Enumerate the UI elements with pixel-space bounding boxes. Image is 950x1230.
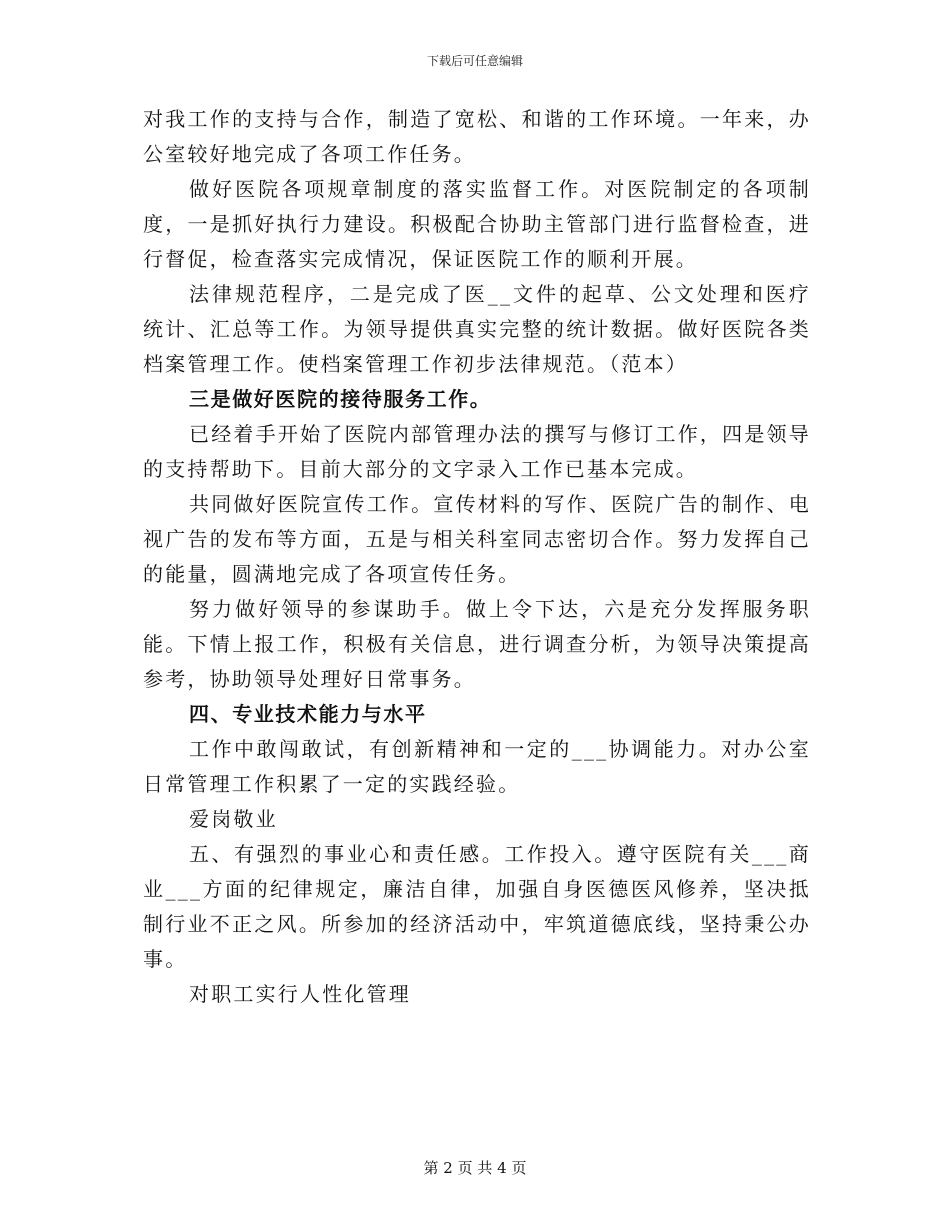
document-body bbox=[143, 102, 811, 1012]
page-footer: 第 2 页 共 4 页 bbox=[423, 1159, 527, 1177]
section-heading-skills: 四、专业技术能力与水平 bbox=[189, 702, 427, 726]
paragraph-7: 努力做好领导的参谋助手。做上令下达，六是充分发挥服务职能。下情上报工作，积极有关信息，进行调查分析，为领导决策提高参考，协助领导处理好日常事务。 bbox=[143, 597, 811, 691]
paragraph-10: 爱岗敬业 bbox=[189, 807, 278, 831]
paragraph-1: 对我工作的支持与合作，制造了宽松、和谐的工作环境。一年来，办公室较好地完成了各项工作任务。 bbox=[143, 107, 811, 166]
paragraph-5: 已经着手开始了医院内部管理办法的撰写与修订工作，四是领导的支持帮助下。目前大部分的文字录入工作已基本完成。 bbox=[143, 422, 811, 481]
paragraph-3: 法律规范程序，二是完成了医__文件的起草、公文处理和医疗统计、汇总等工作。为领导提供真实完整的统计数据。做好医院各类档案管理工作。使档案管理工作初步法律规范。（范本） bbox=[143, 282, 811, 376]
page-header: 下载后可任意编辑 bbox=[426, 54, 523, 68]
paragraph-12: 对职工实行人性化管理 bbox=[189, 982, 411, 1006]
paragraph-6: 共同做好医院宣传工作。宣传材料的写作、医院广告的制作、电视广告的发布等方面，五是与相关科室同志密切合作。努力发挥自己的能量，圆满地完成了各项宣传任务。 bbox=[143, 492, 811, 586]
paragraph-11: 五、有强烈的事业心和责任感。工作投入。遵守医院有关___商业___方面的纪律规定，廉洁自律，加强自身医德医风修养，坚决抵制行业不正之风。所参加的经济活动中，牢筑道德底线，坚持秉公办事。 bbox=[143, 842, 811, 971]
section-heading-reception: 三是做好医院的接待服务工作。 bbox=[189, 387, 492, 411]
paragraph-2: 做好医院各项规章制度的落实监督工作。对医院制定的各项制度，一是抓好执行力建设。积极配合协助主管部门进行监督检查，进行督促，检查落实完成情况，保证医院工作的顺利开展。 bbox=[143, 177, 811, 271]
paragraph-9: 工作中敢闯敢试，有创新精神和一定的___协调能力。对办公室日常管理工作积累了一定的实践经验。 bbox=[143, 737, 811, 796]
